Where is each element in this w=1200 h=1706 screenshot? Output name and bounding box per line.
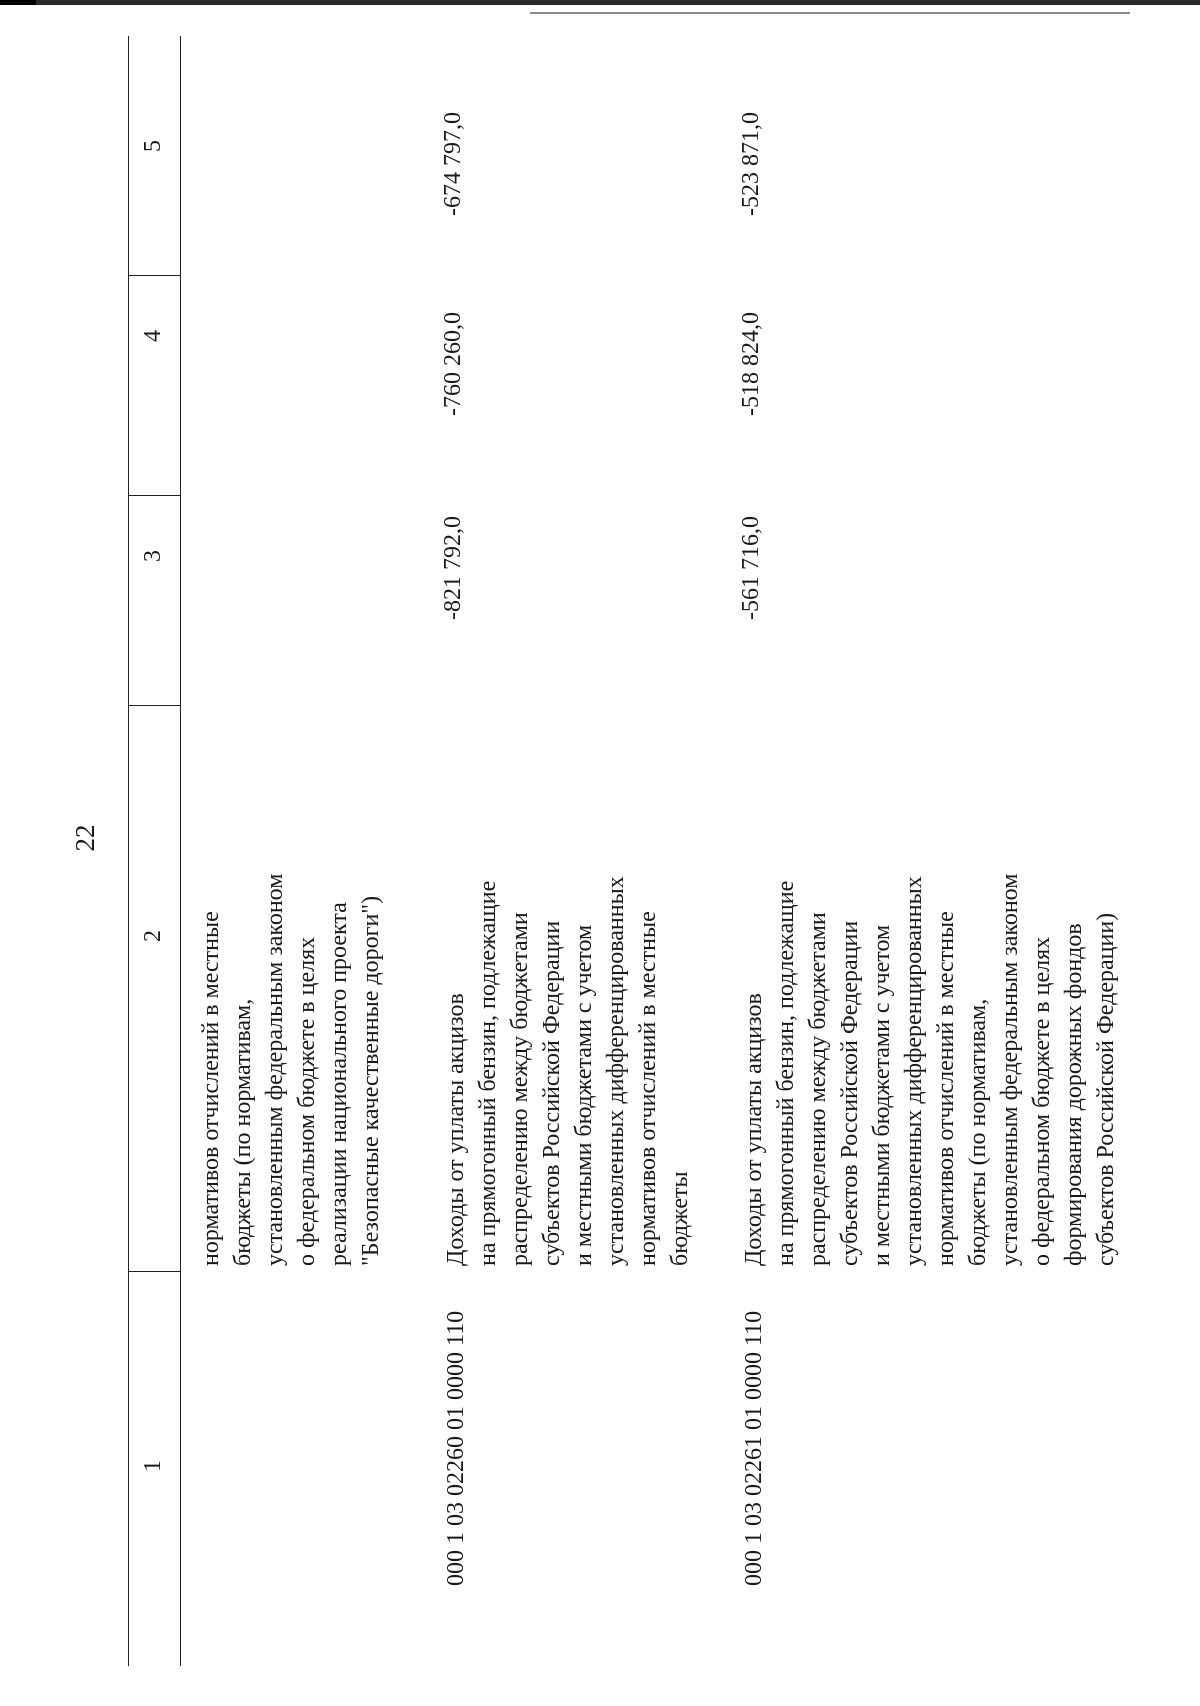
page-number: 22 bbox=[70, 824, 100, 852]
text-line: субъектов Российской Федерации) bbox=[1093, 912, 1119, 1266]
table-cell-col5: -674 797,0 bbox=[440, 112, 466, 216]
column-header-3: 3 bbox=[140, 550, 166, 562]
text-line: Доходы от уплаты акцизов bbox=[741, 993, 767, 1266]
table-row-description bbox=[440, 876, 696, 1266]
column-header-1: 1 bbox=[140, 1460, 166, 1472]
header-divider-2 bbox=[128, 705, 180, 706]
text-line: нормативов отчислений в местные bbox=[933, 911, 959, 1266]
header-divider-1 bbox=[128, 1271, 180, 1272]
table-row-code: 000 1 03 02261 01 0000 110 bbox=[741, 1310, 767, 1586]
text-line: и местными бюджетами с учетом bbox=[869, 924, 895, 1266]
text-line: на прямогонный бензин, подлежащие bbox=[475, 880, 501, 1266]
text-line: нормативов отчислений в местные bbox=[198, 911, 224, 1266]
header-bottom-border bbox=[180, 36, 181, 1666]
column-header-4: 4 bbox=[140, 330, 166, 342]
text-line: установленных дифференцированных bbox=[603, 876, 629, 1266]
text-line: распределению между бюджетами bbox=[805, 912, 831, 1266]
table-row-code: 000 1 03 02260 01 0000 110 bbox=[443, 1310, 469, 1586]
text-line: установленным федеральным законом bbox=[997, 873, 1023, 1266]
text-line: Доходы от уплаты акцизов bbox=[443, 993, 469, 1266]
header-divider-4 bbox=[128, 275, 180, 276]
text-line: "Безопасные качественные дороги") bbox=[358, 895, 384, 1266]
column-header-2: 2 bbox=[140, 930, 166, 942]
text-line: установленным федеральным законом bbox=[262, 873, 288, 1266]
text-line: распределению между бюджетами bbox=[507, 912, 533, 1266]
text-line: о федеральном бюджете в целях bbox=[1029, 936, 1055, 1266]
text-line: установленных дифференцированных bbox=[901, 876, 927, 1266]
table-row-description bbox=[738, 874, 1122, 1266]
table-cell-col5: -523 871,0 bbox=[738, 112, 764, 216]
table-cell-col3: -821 792,0 bbox=[440, 516, 466, 620]
text-line: о федеральном бюджете в целях bbox=[294, 936, 320, 1266]
text-line: субъектов Российской Федерации bbox=[539, 920, 565, 1266]
header-top-border bbox=[128, 36, 129, 1666]
continued-description bbox=[195, 874, 387, 1266]
text-line: на прямогонный бензин, подлежащие bbox=[773, 880, 799, 1266]
table-cell-col4: -760 260,0 bbox=[440, 312, 466, 416]
table-cell-col4: -518 824,0 bbox=[738, 312, 764, 416]
text-line: бюджеты (по нормативам, bbox=[230, 998, 256, 1266]
text-line: и местными бюджетами с учетом bbox=[571, 924, 597, 1266]
text-line: бюджеты bbox=[667, 1171, 693, 1266]
text-line: реализации национального проекта bbox=[326, 902, 352, 1266]
text-line: бюджеты (по нормативам, bbox=[965, 998, 991, 1266]
column-header-5: 5 bbox=[140, 140, 166, 152]
text-line: формирования дорожных фондов bbox=[1061, 923, 1087, 1266]
table-cell-col3: -561 716,0 bbox=[738, 516, 764, 620]
header-divider-3 bbox=[128, 495, 180, 496]
text-line: субъектов Российской Федерации bbox=[837, 920, 863, 1266]
text-line: нормативов отчислений в местные bbox=[635, 911, 661, 1266]
